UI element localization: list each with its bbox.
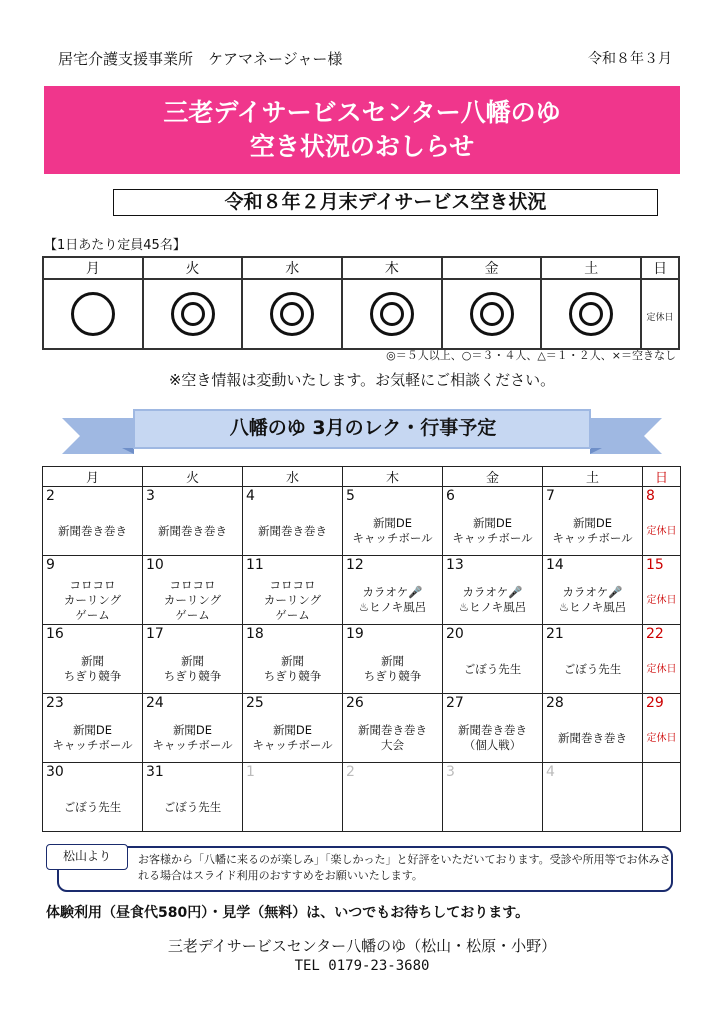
day-event: 新聞 ちぎり競争 — [363, 654, 422, 683]
banner-line-2: 空き状況のおしらせ — [249, 132, 475, 161]
day-number: 3 — [146, 488, 155, 504]
day-number: 17 — [146, 626, 164, 642]
calendar-day-cell — [143, 625, 243, 694]
calendar-day-cell — [443, 694, 543, 763]
calendar-day-cell — [343, 694, 443, 763]
calendar-day-cell — [343, 487, 443, 556]
day-event — [343, 783, 442, 831]
availability-cell — [242, 279, 342, 349]
day-number: 4 — [546, 764, 555, 780]
calendar-week-row — [43, 556, 681, 625]
availability-cell — [442, 279, 542, 349]
availability-notice: ※空き情報は変動いたします。お気軽にご相談ください。 — [168, 371, 556, 389]
day-number: 23 — [46, 695, 64, 711]
message-tag: 松山より — [46, 844, 128, 870]
day-event: 新聞DE キャッチボール — [352, 516, 433, 545]
day-event: ごぼう先生 — [63, 799, 122, 814]
day-event: ごぼう先生 — [463, 661, 522, 676]
circle-mark-icon — [71, 292, 115, 336]
calendar-day-cell — [643, 487, 681, 556]
day-event: コロコロ カーリング ゲーム — [63, 577, 122, 622]
day-number: 6 — [446, 488, 455, 504]
title-banner — [44, 86, 680, 174]
day-number: 5 — [346, 488, 355, 504]
day-number: 7 — [546, 488, 555, 504]
day-number: 8 — [646, 488, 655, 504]
calendar-day-cell — [243, 556, 343, 625]
calendar-day-header: 火 — [143, 467, 243, 487]
day-number: 15 — [646, 557, 664, 573]
day-event: ごぼう先生 — [163, 799, 222, 814]
calendar-day-cell — [643, 763, 681, 832]
calendar-day-cell — [643, 556, 681, 625]
day-event: 新聞DE キャッチボール — [452, 516, 533, 545]
calendar-day-cell — [543, 556, 643, 625]
day-number: 12 — [346, 557, 364, 573]
day-number: 21 — [546, 626, 564, 642]
day-number: 31 — [146, 764, 164, 780]
calendar-day-cell — [43, 625, 143, 694]
message-text: お客様から「八幡に来るのが楽しみ」「楽しかった」と好評をいただいております。受診や所用等でお休みされる場合はスライド利用のおすすめをお願いいたします。 — [138, 853, 671, 882]
calendar-day-cell — [443, 625, 543, 694]
day-event: 新聞巻き巻き 大会 — [358, 723, 427, 752]
calendar-day-cell — [543, 625, 643, 694]
calendar-day-header: 木 — [343, 467, 443, 487]
availability-day-header: 水 — [242, 257, 342, 279]
day-number: 19 — [346, 626, 364, 642]
availability-cell — [541, 279, 641, 349]
day-event: 定休日 — [646, 663, 677, 675]
calendar-day-cell — [143, 694, 243, 763]
day-number: 28 — [546, 695, 564, 711]
availability-day-header: 木 — [342, 257, 442, 279]
day-event: カラオケ🎤 ♨ヒノキ風呂 — [458, 585, 527, 614]
issue-date: 令和８年３月 — [588, 51, 672, 67]
calendar-day-cell — [143, 763, 243, 832]
double-circle-mark-icon — [569, 292, 613, 336]
day-number: 16 — [46, 626, 64, 642]
day-event: 新聞巻き巻き — [158, 523, 227, 538]
day-number: 4 — [246, 488, 255, 504]
calendar-day-cell — [443, 763, 543, 832]
day-event: ごぼう先生 — [563, 661, 622, 676]
calendar-day-cell — [643, 694, 681, 763]
day-number: 14 — [546, 557, 564, 573]
facility-phone: TEL 0179-23-3680 — [294, 958, 430, 974]
day-number: 3 — [446, 764, 455, 780]
day-event: 新聞巻き巻き — [258, 523, 327, 538]
day-number: 11 — [246, 557, 264, 573]
calendar-day-cell — [243, 694, 343, 763]
day-number: 27 — [446, 695, 464, 711]
availability-cell — [143, 279, 243, 349]
day-event: 新聞 ちぎり競争 — [63, 654, 122, 683]
availability-day-header: 月 — [43, 257, 143, 279]
schedule-title: 八幡のゆ 3月のレク・行事予定 — [229, 417, 497, 439]
double-circle-mark-icon — [370, 292, 414, 336]
calendar-week-row — [43, 625, 681, 694]
calendar-day-cell — [543, 763, 643, 832]
day-event: コロコロ カーリング ゲーム — [263, 577, 322, 622]
day-event: 定休日 — [646, 732, 677, 744]
calendar-day-header: 金 — [443, 467, 543, 487]
calendar-day-cell — [343, 625, 443, 694]
availability-table — [42, 256, 680, 350]
day-event: 新聞 ちぎり競争 — [163, 654, 222, 683]
double-circle-mark-icon — [270, 292, 314, 336]
calendar-day-cell — [43, 694, 143, 763]
day-event: 定休日 — [646, 525, 677, 537]
availability-title: 令和８年２月末デイサービス空き状況 — [113, 189, 658, 216]
trial-notice: 体験利用（昼食代580円）・見学（無料）は、いつでもお待ちしております。 — [46, 905, 530, 921]
day-event — [643, 783, 680, 831]
double-circle-mark-icon — [171, 292, 215, 336]
schedule-calendar — [42, 466, 681, 832]
day-event: 定休日 — [646, 594, 677, 606]
day-number: 26 — [346, 695, 364, 711]
double-circle-mark-icon — [470, 292, 514, 336]
day-number: 18 — [246, 626, 264, 642]
availability-day-header: 火 — [143, 257, 243, 279]
calendar-day-cell — [43, 763, 143, 832]
calendar-day-cell — [243, 487, 343, 556]
calendar-day-header: 水 — [243, 467, 343, 487]
calendar-day-cell — [543, 487, 643, 556]
day-number: 9 — [46, 557, 55, 573]
day-event: カラオケ🎤 ♨ヒノキ風呂 — [358, 585, 427, 614]
calendar-week-row — [43, 763, 681, 832]
day-number: 10 — [146, 557, 164, 573]
day-event: 新聞DE キャッチボール — [152, 723, 233, 752]
day-number: 24 — [146, 695, 164, 711]
day-number: 22 — [646, 626, 664, 642]
day-number: 2 — [346, 764, 355, 780]
calendar-day-cell — [43, 556, 143, 625]
calendar-day-cell — [443, 556, 543, 625]
day-event: カラオケ🎤 ♨ヒノキ風呂 — [558, 585, 627, 614]
day-number: 30 — [46, 764, 64, 780]
calendar-day-cell — [543, 694, 643, 763]
facility-name: 三老デイサービスセンター八幡のゆ（松山・松原・小野） — [167, 937, 557, 955]
day-number: 1 — [246, 764, 255, 780]
recipient-text: 居宅介護支援事業所 ケアマネージャー様 — [58, 50, 343, 68]
calendar-day-cell — [243, 763, 343, 832]
closed-label: 定休日 — [646, 312, 674, 323]
capacity-note: 【1日あたり定員45名】 — [44, 238, 186, 253]
day-event: コロコロ カーリング ゲーム — [163, 577, 222, 622]
calendar-day-cell — [343, 763, 443, 832]
day-event — [543, 783, 642, 831]
day-event — [443, 783, 542, 831]
calendar-day-cell — [443, 487, 543, 556]
day-event: 新聞DE キャッチボール — [52, 723, 133, 752]
calendar-day-cell — [43, 487, 143, 556]
banner-line-1: 三老デイサービスセンター八幡のゆ — [163, 98, 561, 127]
day-event: 新聞巻き巻き — [558, 730, 627, 745]
calendar-week-row — [43, 694, 681, 763]
day-event: 新聞 ちぎり競争 — [263, 654, 322, 683]
calendar-day-cell — [143, 556, 243, 625]
day-number: 25 — [246, 695, 264, 711]
calendar-day-cell — [243, 625, 343, 694]
availability-cell — [43, 279, 143, 349]
calendar-day-header: 土 — [543, 467, 643, 487]
availability-legend: ◎＝５人以上、○＝３・４人、△＝１・２人、×＝空きなし — [386, 349, 676, 362]
availability-cell — [641, 279, 679, 349]
calendar-day-cell — [643, 625, 681, 694]
day-number: 2 — [46, 488, 55, 504]
day-event: 新聞巻き巻き — [58, 523, 127, 538]
availability-day-header: 日 — [641, 257, 679, 279]
availability-cell — [342, 279, 442, 349]
calendar-day-cell — [143, 487, 243, 556]
calendar-day-header: 月 — [43, 467, 143, 487]
availability-day-header: 土 — [541, 257, 641, 279]
calendar-day-cell — [343, 556, 443, 625]
day-number: 29 — [646, 695, 664, 711]
day-number: 20 — [446, 626, 464, 642]
day-event — [243, 783, 342, 831]
calendar-week-row — [43, 487, 681, 556]
day-number: 13 — [446, 557, 464, 573]
calendar-day-header: 日 — [643, 467, 681, 487]
availability-day-header: 金 — [442, 257, 542, 279]
day-event: 新聞DE キャッチボール — [552, 516, 633, 545]
day-event: 新聞巻き巻き （個人戦） — [458, 723, 527, 752]
day-event: 新聞DE キャッチボール — [252, 723, 333, 752]
